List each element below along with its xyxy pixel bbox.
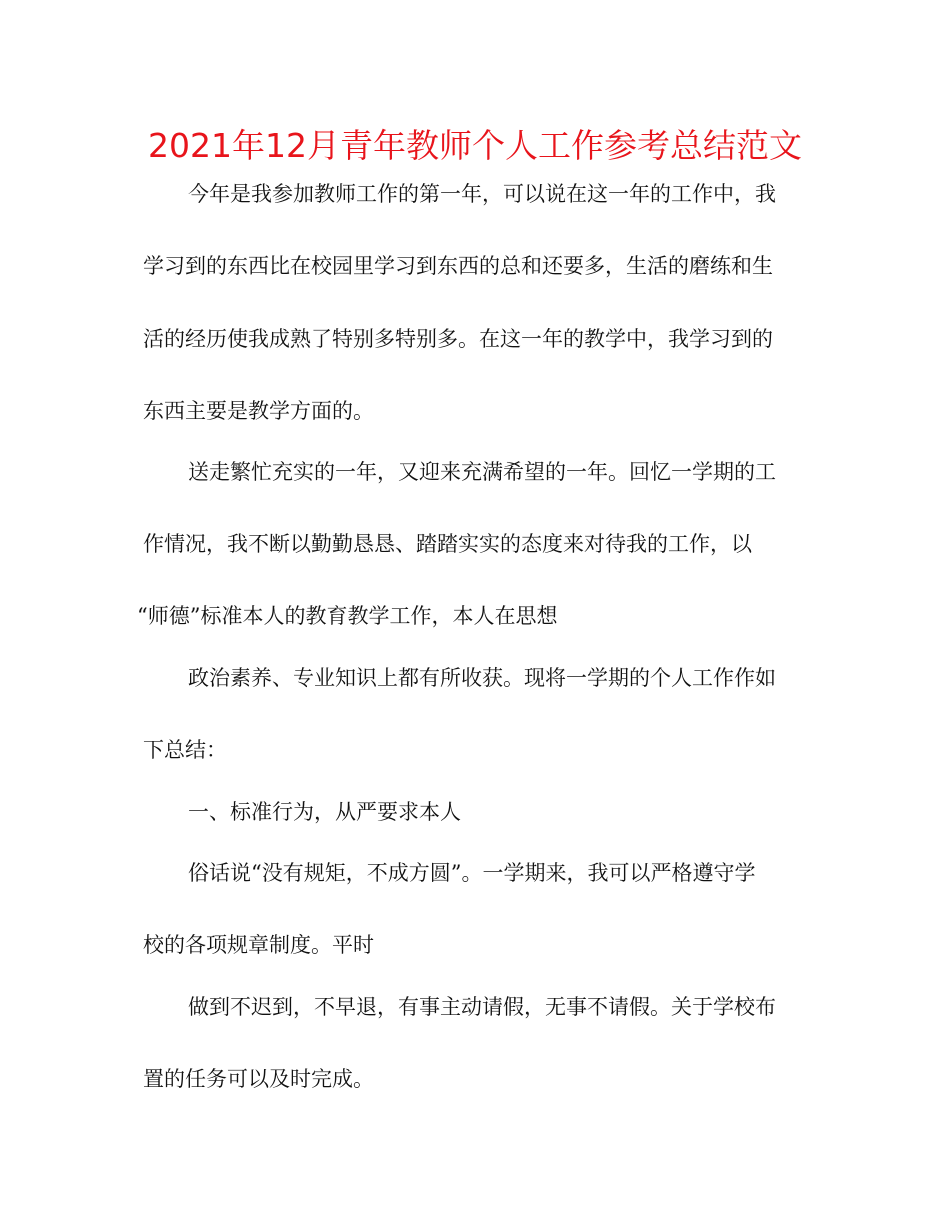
paragraph-line: 置的任务可以及时完成。 <box>143 1067 374 1091</box>
section-heading: 一、标准行为，从严要求本人 <box>188 800 461 824</box>
paragraph-line: 俗话说“没有规矩，不成方圆”。一学期来，我可以严格遵守学 <box>188 861 756 885</box>
paragraph-line: 校的各项规章制度。平时 <box>143 933 374 957</box>
document-title: 2021年12月青年教师个人工作参考总结范文 <box>148 126 802 165</box>
paragraph-line: 政治素养、专业知识上都有所收获。现将一学期的个人工作作如 <box>188 666 776 690</box>
paragraph-line: 东西主要是教学方面的。 <box>143 399 374 423</box>
paragraph-line: “师德”标准本人的教育教学工作，本人在思想 <box>137 604 558 628</box>
paragraph-line: 作情况，我不断以勤勤恳恳、踏踏实实的态度来对待我的工作，以 <box>143 532 752 556</box>
paragraph-line: 下总结： <box>143 738 227 762</box>
paragraph-line: 今年是我参加教师工作的第一年，可以说在这一年的工作中，我 <box>188 182 776 206</box>
paragraph-line: 送走繁忙充实的一年，又迎来充满希望的一年。回忆一学期的工 <box>188 460 776 484</box>
paragraph-line: 活的经历使我成熟了特别多特别多。在这一年的教学中，我学习到的 <box>143 327 773 351</box>
paragraph-line: 做到不迟到，不早退，有事主动请假，无事不请假。关于学校布 <box>188 995 776 1019</box>
paragraph-line: 学习到的东西比在校园里学习到东西的总和还要多，生活的磨练和生 <box>143 254 773 278</box>
